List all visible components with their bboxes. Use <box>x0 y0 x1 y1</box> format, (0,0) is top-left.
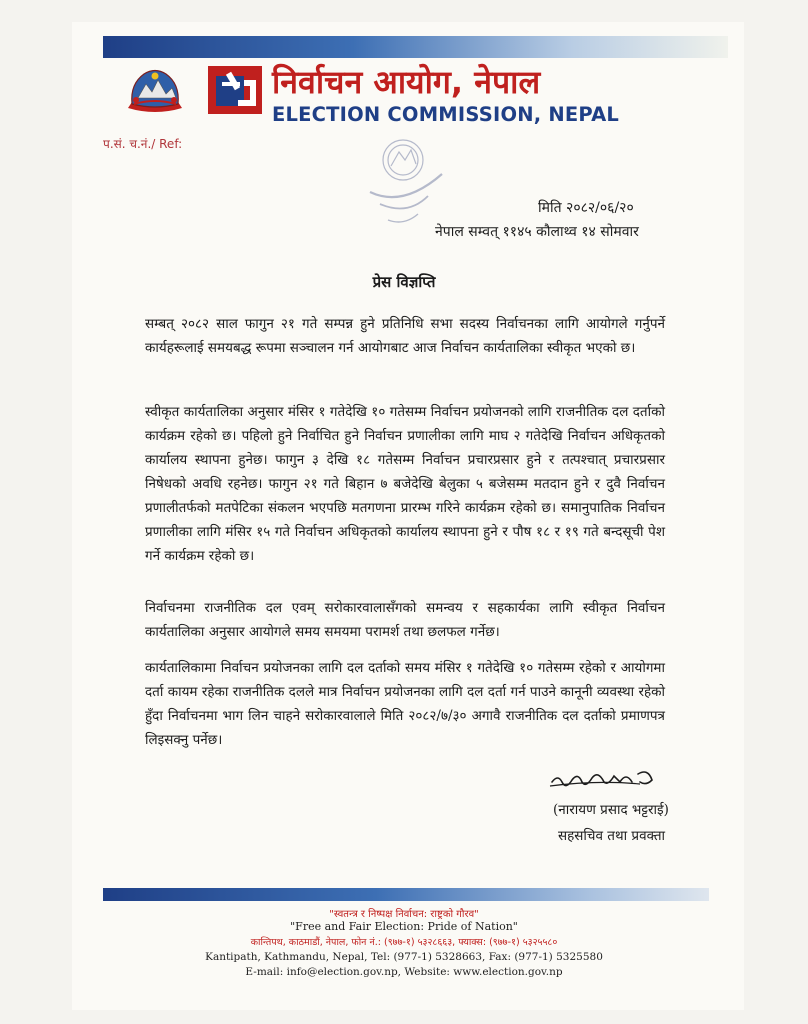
address-english: Kantipath, Kathmandu, Nepal, Tel: (977-1) 5328663, Fax: (977-1) 5325580 <box>205 951 603 963</box>
motto-nepali: "स्वतन्त्र र निष्पक्ष निर्वाचन: राष्ट्रको गौरव" <box>329 909 479 920</box>
motto-english: "Free and Fair Election: Pride of Nation" <box>290 920 518 933</box>
signatory-title: सहसचिव तथा प्रवक्ता <box>558 828 666 844</box>
header-color-band <box>103 36 728 58</box>
press-release-heading: प्रेस विज्ञप्ति <box>372 273 436 291</box>
paragraph-2: स्वीकृत कार्यतालिका अनुसार मंसिर १ गतेदेखि १० गतेसम्म निर्वाचन प्रयोजनको लागि राजनीतिक दल दर्ताको कार्यक्रम रहेको छ। पहिलो हुने निर्वाचित हुने निर्वाचन प्रणालीका लागि माघ २ गतेदेखि निर्वाचन अधिकृतको कार्यालय स्थापना हुनेछ। फागुन ३ देखि १८ गतेसम्म निर्वाचन प्रचारप्रसार हुने र तत्पश्चात् प्रचारप्रसार निषेधको अवधि रहनेछ। फागुन २१ गते बिहान ७ बजेदेखि बेलुका ५ बजेसम्म मतदान हुने र दुवै निर्वाचन प्रणालीतर्फको मतपेटिका संकलन भएपछि मतगणना प्रारम्भ गरिने कार्यक्रम रहेको छ। समानुपातिक निर्वाचन प्रणालीका लागि मंसिर १५ गते निर्वाचन अधिकृतको कार्यालय स्थापना हुने र पौष १८ र १९ गते बन्दसूची पेश गर्ने कार्यक्रम रहेको छ। <box>145 404 665 564</box>
signatory-name: (नारायण प्रसाद भट्टराई) <box>553 802 669 818</box>
commission-title-english: ELECTION COMMISSION, NEPAL <box>272 103 619 126</box>
nepal-sambat-date-line: नेपाल सम्वत् ११४५ कौलाथ्व १४ सोमवार <box>435 224 639 240</box>
nepal-emblem-icon <box>124 64 186 114</box>
paragraph-4: कार्यतालिकामा निर्वाचन प्रयोजनका लागि दल दर्ताको समय मंसिर १ गतेदेखि १० गतेसम्म रहेको र आयोगमा दर्ता कायम रहेका राजनीतिक दलले मात्र निर्वाचन प्रयोजनका लागि दल दर्ता गर्न पाउने कानूनी व्यवस्था रहेको हुँदा निर्वाचनमा भाग लिन चाहने सरोकारवालाले मिति २०८२/७/३० अगावै राजनीतिक दल दर्ताको प्रमाणपत्र लिइसक्नु पर्नेछ। <box>145 660 665 748</box>
commission-title-nepali: निर्वाचन आयोग, नेपाल <box>272 63 541 101</box>
paragraph-3: निर्वाचनमा राजनीतिक दल एवम् सरोकारवालासँगको समन्वय र सहकार्यका लागि स्वीकृत निर्वाचन कार्यतालिका अनुसार आयोगले समय समयमा परामर्श तथा छलफल गर्नेछ। <box>145 600 665 640</box>
election-commission-logo-icon <box>208 66 262 114</box>
date-line: मिति २०८२/०६/२० <box>538 200 634 216</box>
paragraph-1: सम्बत् २०८२ साल फागुन २१ गते सम्पन्न हुने प्रतिनिधि सभा सदस्य निर्वाचनका लागि आयोगले गर्नुपर्ने कार्यहरूलाई समयबद्ध रूपमा सञ्चालन गर्न आयोगबाट आज निर्वाचन कार्यतालिका स्वीकृत भएको छ। <box>145 316 665 356</box>
address-nepali: कान्तिपथ, काठमाडौं, नेपाल, फोन नं.: (९७७-१) ५३२८६६३, फ्याक्स: (९७७-१) ५३२५५८० <box>250 937 558 948</box>
contact-info: E-mail: info@election.gov.np, Website: www.election.gov.np <box>245 966 563 978</box>
footer-color-band <box>103 888 709 901</box>
handwritten-signature <box>548 766 666 796</box>
reference-label: प.सं. च.नं./ Ref: <box>103 137 183 151</box>
office-stamp <box>358 130 468 230</box>
